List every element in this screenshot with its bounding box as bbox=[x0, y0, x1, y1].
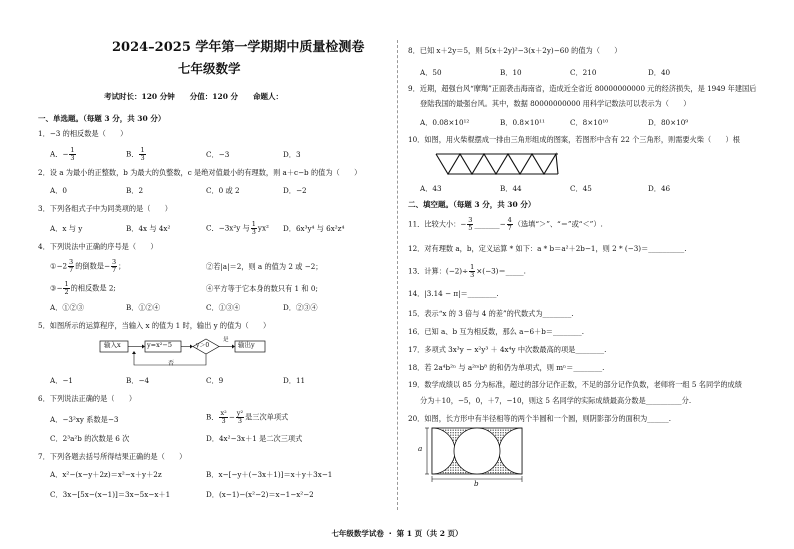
q2-option-c: C．0 或 2 bbox=[206, 186, 240, 195]
flow-compute-label: y=x²−5 bbox=[147, 341, 172, 349]
q8-stem: 8．已知 x＋2y＝5，则 5(x＋2y)²−3(x＋2y)−60 的值为（ ） bbox=[408, 46, 622, 55]
q15: 15．表示“x 的 3 倍与 4 的差”的代数式为________. bbox=[408, 309, 574, 318]
q10-option-b: B．44 bbox=[500, 184, 522, 193]
q5-option-a: A．−1 bbox=[50, 376, 73, 385]
q11-d1: 5 bbox=[468, 224, 473, 232]
q16: 16．已知 a、b 互为相反数，那么 a−6＋b＝________. bbox=[408, 327, 585, 336]
exam-info: 考试时长：120 分钟 分值：120 分 命题人： bbox=[104, 92, 284, 101]
q11-tail: （选填“＞”、“＝”或“＜”）. bbox=[513, 219, 603, 229]
q5-option-d: D．11 bbox=[283, 376, 306, 385]
q1-a-fraction bbox=[69, 147, 75, 162]
q11-d2: 7 bbox=[507, 224, 512, 232]
q11-frac2 bbox=[507, 217, 513, 232]
q17: 17．多项式 3x³y − x²y³ ＋ 4x⁴y 中次数最高的项是________. bbox=[408, 345, 607, 354]
q13-n: 1 bbox=[470, 263, 475, 271]
q7-option-a: A．x²−(x−y＋2z)＝x²−x＋y＋2z bbox=[50, 470, 162, 479]
q20-label-a: a bbox=[418, 444, 423, 453]
q4-stem: 4．下列说法中正确的序号是（ ） bbox=[38, 242, 158, 251]
q1-a-den: 3 bbox=[70, 154, 75, 162]
q4-statement-3 bbox=[50, 281, 116, 296]
q3-option-c bbox=[206, 221, 269, 236]
q8-option-c: C．210 bbox=[570, 68, 597, 77]
q5-option-c: C．9 bbox=[206, 376, 224, 385]
q7-option-b: B．x−[−y＋(−3x＋1)]＝x＋y＋3x−1 bbox=[206, 470, 333, 479]
q11-n2: 4 bbox=[507, 216, 512, 224]
q13 bbox=[408, 264, 526, 279]
q4-o1-n2: 3 bbox=[111, 258, 117, 266]
q20-stem: 20．如图，长方形中有半径相等的两个半圆和一个圆，则阴影部分的面积为______. bbox=[408, 414, 671, 423]
column-divider bbox=[397, 40, 398, 510]
q4-statement-2: ②若|a|＝2，则 a 的值为 2 或 −2； bbox=[206, 262, 323, 271]
flow-decision-label: y＞0 bbox=[196, 342, 210, 349]
q8-option-d: D．40 bbox=[648, 68, 671, 77]
q4-o3-a: ③− bbox=[50, 283, 63, 293]
q1-stem: 1．−3 的相反数是（ ） bbox=[38, 129, 128, 138]
q13-pre: 13．计算：(−2)÷ bbox=[408, 266, 469, 276]
q3-option-a: A．x 与 y bbox=[50, 224, 83, 233]
q20-label-b: b bbox=[474, 479, 479, 488]
q3-option-b: B．4x 与 4x² bbox=[126, 224, 171, 233]
q19-line1: 19．数学成绩以 85 分为标准，超过的部分记作正数，不足的部分记作负数，老师将一组 5 名同学的成绩 bbox=[408, 380, 742, 389]
q6-b-d1: 3 bbox=[221, 417, 226, 425]
q14: 14．|3.14 − π|＝________. bbox=[408, 289, 499, 298]
q7-stem: 7．下列各题去括号所得结果正确的是（ ） bbox=[38, 452, 187, 461]
q3-option-d: D．6x³y⁴ 与 6x²z⁴ bbox=[283, 224, 345, 233]
section2-heading: 二、填空题。（每题 3 分，共 30 分） bbox=[408, 200, 536, 209]
q1-b-label: B． bbox=[126, 149, 139, 159]
q1-a-label: A． bbox=[50, 149, 63, 159]
q1-a-sign: − bbox=[62, 149, 69, 159]
q11-mid: _______− bbox=[474, 219, 506, 229]
flow-yes-label: 是 bbox=[223, 337, 229, 343]
q4-o3-frac bbox=[63, 281, 69, 296]
q4-option-d: D．②③④ bbox=[283, 303, 318, 312]
q5-option-b: B．−4 bbox=[126, 376, 150, 385]
q4-option-c: C．①③④ bbox=[206, 303, 241, 312]
q6-b-frac2 bbox=[236, 410, 244, 425]
flow-no-label: 否 bbox=[168, 360, 175, 367]
q6-b-tail: 是三次单项式 bbox=[245, 412, 289, 422]
q11-pre: 11．比较大小：− bbox=[408, 219, 467, 229]
q12: 12．对有理数 a，b，定义运算 * 如下：a * b＝a²＋2b−1，则 2 * (−3)＝__________. bbox=[408, 244, 687, 253]
q10-option-a: A．43 bbox=[420, 184, 442, 193]
q2-stem: 2．设 a 为最小的正整数，b 为最大的负整数，c 是绝对值最小的有理数，则 a＋c−b 的值为（ ） bbox=[38, 168, 362, 177]
q4-o3-d: 2 bbox=[64, 288, 69, 296]
q3-c-text: C．−3x²y 与 bbox=[206, 223, 250, 233]
flow-input-label: 输入x bbox=[104, 341, 121, 349]
q4-statement-1 bbox=[50, 259, 125, 274]
q6-b-n1: x² bbox=[220, 409, 227, 417]
q4-o1-mid: 的倒数是− bbox=[75, 261, 110, 271]
q3-c-fraction bbox=[251, 221, 257, 236]
q9-option-c: C．8×10¹⁰ bbox=[570, 118, 609, 127]
q13-tail: ×(−3)＝_____. bbox=[476, 266, 526, 276]
q1-option-a bbox=[50, 147, 77, 162]
q4-o1-d1: 7 bbox=[69, 266, 74, 274]
q4-o1-n1: 3 bbox=[69, 258, 74, 266]
q4-o1-frac2 bbox=[111, 259, 117, 274]
q10-stem: 10．如图，用火柴棍摆成一排由三角形组成的图案，若图形中含有 22 个三角形，则需要火柴（ ）根 bbox=[408, 135, 740, 144]
q4-o3-tail: 的相反数是 2; bbox=[70, 283, 116, 293]
exam-title: 2024–2025 学年第一学期期中质量检测卷 bbox=[112, 40, 365, 55]
q1-option-d: D．3 bbox=[283, 150, 301, 159]
q3-c-num: 1 bbox=[251, 220, 256, 228]
q1-option-c: C．−3 bbox=[206, 150, 230, 159]
q1-a-num: 1 bbox=[70, 146, 75, 154]
q3-c-den: 3 bbox=[251, 228, 256, 236]
q4-o1-frac1 bbox=[68, 259, 74, 274]
q9-option-a: A．0.08×10¹² bbox=[420, 118, 470, 127]
page-footer: 七年级数学试卷 ・ 第 1 页（共 2 页） bbox=[331, 529, 463, 538]
q9-option-b: B．0.8×10¹¹ bbox=[500, 118, 545, 127]
q2-option-d: D．−2 bbox=[283, 186, 307, 195]
q8-option-b: B．10 bbox=[500, 68, 522, 77]
q6-b-label: B． bbox=[206, 412, 219, 422]
q1-b-num: 1 bbox=[140, 146, 145, 154]
q2-option-b: B．2 bbox=[126, 186, 144, 195]
flow-output-label: 输出y bbox=[238, 341, 255, 349]
q11-frac1 bbox=[467, 217, 473, 232]
q6-b-frac1 bbox=[219, 410, 227, 425]
q10-option-d: D．46 bbox=[648, 184, 671, 193]
q9-option-d: D．80×10⁹ bbox=[648, 118, 689, 127]
q1-b-fraction bbox=[139, 147, 145, 162]
q9-line1: 9．近期，超强台风“摩羯”正面袭击海南省，造成近全省近 80000000000 元的经济损失，是 1949 年建国后 bbox=[408, 84, 757, 93]
q1-b-den: 3 bbox=[140, 154, 145, 162]
q4-o1-a: ①−2 bbox=[50, 261, 68, 271]
q20-circle bbox=[454, 428, 500, 474]
q13-frac bbox=[469, 264, 475, 279]
q4-option-b: B．①②④ bbox=[126, 303, 161, 312]
section1-heading: 一、单选题。（每题 3 分，共 30 分） bbox=[38, 114, 166, 123]
q6-b-d2: 3 bbox=[237, 417, 242, 425]
q6-stem: 6．下列说法正确的是（ ） bbox=[38, 394, 137, 403]
q19-line2: 分为＋10，−5，0，＋7，−10，则这 5 名同学的实际成绩最高分数是__________分. bbox=[420, 396, 692, 405]
q11-n1: 3 bbox=[468, 216, 473, 224]
q2-option-a: A．0 bbox=[50, 186, 67, 195]
q6-option-d: D．4x²−3x＋1 是二次三项式 bbox=[206, 434, 303, 443]
q4-o3-n: 1 bbox=[64, 280, 69, 288]
q13-d: 3 bbox=[470, 271, 475, 279]
q5-stem: 5．如图所示的运算程序，当输入 x 的值为 1 时，输出 y 的值为（ ） bbox=[38, 321, 271, 330]
q3-stem: 3．下列各组式子中为同类项的是（ ） bbox=[38, 204, 172, 213]
q4-statement-4: ④平方等于它本身的数只有 1 和 0; bbox=[206, 284, 318, 293]
q1-option-b bbox=[126, 147, 147, 162]
q6-b-n2: y² bbox=[236, 409, 244, 417]
q7-option-c: C．3x−[5x−(x−1)]＝3x−5x−x＋1 bbox=[50, 490, 171, 499]
exam-subtitle: 七年级数学 bbox=[178, 61, 241, 76]
q20-figure bbox=[422, 424, 532, 486]
q8-option-a: A．50 bbox=[420, 68, 442, 77]
q9-line2: 登陆我国的最强台风。其中，数据 80000000000 用科学记数法可以表示为（ ） bbox=[420, 99, 691, 108]
q4-o1-d2: 7 bbox=[111, 266, 117, 274]
q6-option-c: C．2³a²b 的次数是 6 次 bbox=[50, 434, 130, 443]
q3-c-tail: yx² bbox=[257, 223, 269, 233]
q10-option-c: C．45 bbox=[570, 184, 592, 193]
q10-match-triangles-figure bbox=[434, 151, 562, 177]
q4-option-a: A．①②③ bbox=[50, 303, 84, 312]
q18: 18．若 2a⁴b²ⁿ 与 a²ᵐb⁸ 的和仍为单项式，则 mⁿ＝________. bbox=[408, 363, 605, 372]
q4-o1-tail: ； bbox=[118, 261, 126, 271]
q7-option-d: D．(x−1)−(x²−2)＝x−1−x²−2 bbox=[206, 490, 314, 499]
q6-option-a: A．−3²xy 系数是−3 bbox=[50, 415, 119, 424]
q11 bbox=[408, 217, 603, 232]
q6-option-b: B． $\frac{\text{x²}}{3}$ − $\frac{\text{y²}}{3}$ 是三次单项式 bbox=[206, 409, 289, 425]
